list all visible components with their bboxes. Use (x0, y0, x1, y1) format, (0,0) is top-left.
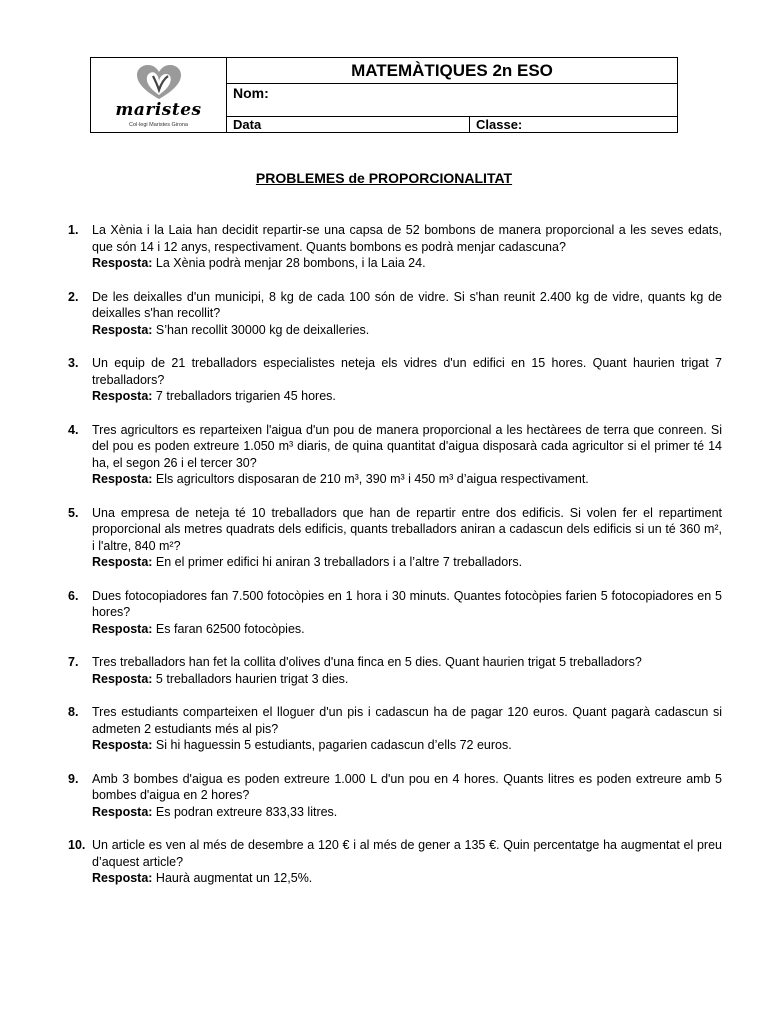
problem-answer (92, 737, 722, 754)
problem-text: De les deixalles d'un municipi, 8 kg de cada 100 són de vidre. Si s'han reunit 2.400 kg de vidre, quants kg de deixalles s'han recollit? (92, 289, 722, 320)
worksheet-header (90, 57, 678, 133)
date-label: Data (233, 117, 262, 132)
date-field[interactable] (227, 117, 470, 132)
problem-answer (92, 621, 722, 638)
problem-number: 7. (68, 655, 79, 669)
problem-number: 2. (68, 289, 79, 304)
problem-text: La Xènia i la Laia han decidit repartir-se una capsa de 52 bombons de manera proporcional a les seves edats, que són 14 i 12 anys, respectivament. Quants bombons es podrà menjar cadascuna? (92, 223, 722, 254)
problem-text: Dues fotocopiadores fan 7.500 fotocòpies en 1 hora i 30 minuts. Quantes fotocòpies farien 5 fotocopiadores en 5 hores? (92, 588, 722, 619)
problem-number: 9. (68, 771, 79, 786)
heart-logo-icon (113, 62, 205, 102)
answer-label: Resposta: (92, 621, 153, 636)
problem-number: 5. (68, 505, 79, 520)
school-logo (91, 58, 227, 132)
name-field[interactable] (227, 84, 677, 117)
problem-answer (92, 870, 722, 887)
problem-number: 8. (68, 705, 79, 719)
problem-item (66, 422, 722, 488)
answer-text: La Xènia podrà menjar 28 bombons, i la Laia 24. (155, 256, 426, 270)
problem-number: 10. (68, 838, 86, 852)
answer-label: Resposta: (92, 322, 153, 337)
answer-text: En el primer edifici hi aniran 3 treballadors i a l’altre 7 treballadors. (155, 555, 523, 569)
answer-text: S’han recollit 30000 kg de deixalleries. (155, 322, 370, 337)
answer-text: Si hi haguessin 5 estudiants, pagarien cadascun d’ells 72 euros. (155, 738, 512, 752)
problem-number: 1. (68, 223, 79, 237)
problem-item (66, 771, 722, 821)
answer-label: Resposta: (92, 804, 153, 819)
problem-item (66, 222, 722, 272)
class-label: Classe: (476, 117, 523, 132)
answer-text: 5 treballadors haurien trigat 3 dies. (155, 671, 349, 686)
problem-number: 6. (68, 588, 79, 603)
answer-label: Resposta: (92, 671, 153, 686)
problem-item (66, 289, 722, 339)
document-title: PROBLEMES de PROPORCIONALITAT (255, 170, 513, 186)
problem-answer (92, 471, 722, 488)
class-field[interactable] (470, 117, 677, 132)
problem-list (66, 222, 722, 904)
logo-subtitle: Col·legi Maristes Girona (129, 122, 188, 128)
answer-label: Resposta: (92, 555, 153, 569)
problem-answer (92, 804, 722, 821)
problem-item (66, 588, 722, 638)
problem-answer (92, 322, 722, 339)
problem-text: Tres estudiants comparteixen el lloguer d'un pis i cadascun ha de pagar 120 euros. Quant pagarà cadascun si admeten 2 estudiants més al pis? (92, 705, 722, 736)
problem-text: Amb 3 bombes d'aigua es poden extreure 1.000 L d'un pou en 4 hores. Quants litres es poden extreure amb 5 bombes d'aigua en 2 hores? (92, 771, 722, 802)
problem-item (66, 704, 722, 754)
answer-text: Es podran extreure 833,33 litres. (155, 804, 338, 819)
answer-label: Resposta: (92, 738, 153, 752)
problem-number: 4. (68, 422, 79, 437)
problem-answer (92, 671, 722, 688)
problem-item (66, 654, 722, 687)
problem-item (66, 505, 722, 571)
problem-answer (92, 388, 722, 405)
subject-title: MATEMÀTIQUES 2n ESO (227, 58, 677, 84)
answer-label: Resposta: (92, 472, 153, 486)
name-label: Nom: (233, 85, 269, 101)
problem-text: Tres treballadors han fet la collita d'olives d'una finca en 5 dies. Quant haurien trigat 5 treballadors? (92, 655, 642, 669)
problem-answer (92, 554, 722, 571)
answer-label: Resposta: (92, 389, 153, 403)
problem-answer (92, 255, 722, 272)
problem-text: Un equip de 21 treballadors especialistes neteja els vidres d'un edifici en 15 hores. Quant haurien trigat 7 treballadors? (92, 356, 722, 387)
problem-text: Tres agricultors es reparteixen l'aigua d'un pou de manera proporcional a les hectàrees de terra que conreen. Si del pou es poden extreure 1.050 m³ diaris, de quina quantitat d'aigua disposarà cada agricultor si el primer té 14 ha, el segon 26 i el tercer 30? (92, 422, 722, 470)
logo-wordmark: maristes (115, 100, 202, 120)
answer-text: 7 treballadors trigarien 45 hores. (155, 389, 336, 403)
answer-text: Es faran 62500 fotocòpies. (155, 621, 305, 636)
answer-text: Els agricultors disposaran de 210 m³, 390 m³ i 450 m³ d’aigua respectivament. (155, 472, 589, 486)
answer-text: Haurà augmentat un 12,5%. (155, 871, 313, 885)
problem-text: Una empresa de neteja té 10 treballadors que han de repartir entre dos edificis. Si volen fer el repartiment proporcional als metres quadrats dels edificis, quants treballadors aniran a cadascun dels edificis si un té 360 m², i l'altre, 840 m²? (92, 505, 722, 553)
answer-label: Resposta: (92, 256, 153, 270)
problem-item (66, 837, 722, 887)
problem-number: 3. (68, 356, 79, 370)
problem-text: Un article es ven al més de desembre a 120 € i al més de gener a 135 €. Quin percentatge ha augmentat el preu d’aquest article? (92, 838, 722, 869)
problem-item (66, 355, 722, 405)
answer-label: Resposta: (92, 871, 153, 885)
